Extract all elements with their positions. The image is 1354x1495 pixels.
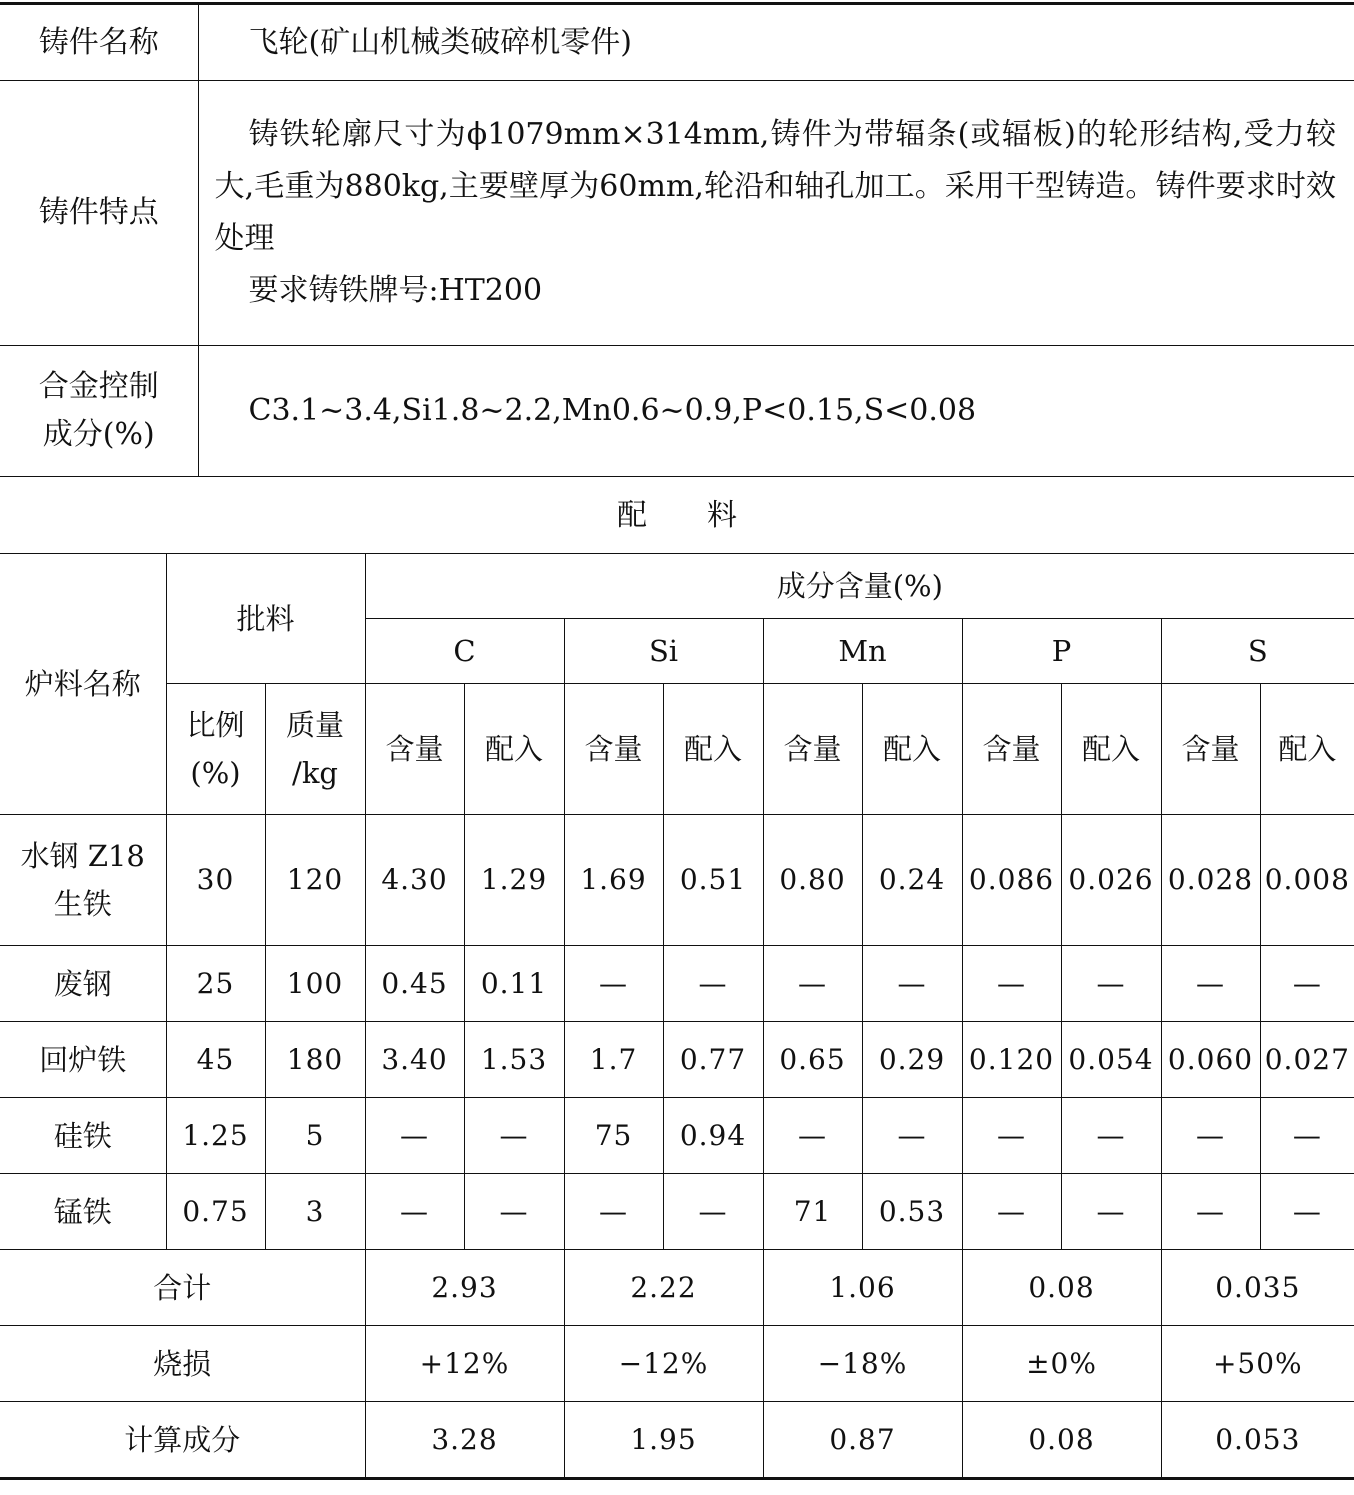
calculated-s: 0.053	[1161, 1402, 1354, 1479]
alloy-control-row	[0, 346, 1354, 477]
p-added-cell: —	[1061, 946, 1161, 1022]
ratio-cell: 45	[166, 1022, 265, 1098]
header-mass	[265, 684, 365, 815]
header-element-p: P	[962, 619, 1161, 684]
charge-name: 回炉铁	[0, 1022, 166, 1098]
burden-table	[0, 553, 1354, 1480]
p-content-cell: —	[962, 1098, 1061, 1174]
mass-cell: 120	[265, 815, 365, 946]
p-added-cell: 0.026	[1061, 815, 1161, 946]
c-content-cell: —	[365, 1174, 464, 1250]
header-added: 配入	[464, 684, 564, 815]
total-mn: 1.06	[763, 1250, 962, 1326]
s-content-cell: —	[1161, 1098, 1260, 1174]
calculated-row	[0, 1402, 1354, 1479]
casting-name-value: 飞轮(矿山机械类破碎机零件)	[248, 24, 632, 60]
header-element-c: C	[365, 619, 564, 684]
table-row	[0, 1174, 1354, 1250]
casting-features-text: 铸铁轮廓尺寸为ϕ1079mm×314mm,铸件为带辐条(或辐板)的轮形结构,受力较大,毛重为880kg,主要壁厚为60mm,轮沿和轴孔加工。采用干型铸造。铸件要求时效处理	[214, 117, 1336, 256]
si-content-cell: 1.7	[564, 1022, 663, 1098]
burn-loss-row	[0, 1326, 1354, 1402]
casting-name-row	[0, 4, 1354, 81]
charge-name	[0, 815, 166, 946]
si-added-cell: —	[663, 1174, 763, 1250]
mn-added-cell: 0.53	[862, 1174, 962, 1250]
s-content-cell: —	[1161, 1174, 1260, 1250]
table-row	[0, 1022, 1354, 1098]
ratio-cell: 30	[166, 815, 265, 946]
charge-name-line1: 水钢 Z18	[20, 839, 145, 873]
total-s: 0.035	[1161, 1250, 1354, 1326]
charge-name: 废钢	[0, 946, 166, 1022]
header-content: 含量	[962, 684, 1061, 815]
table-row	[0, 946, 1354, 1022]
alloy-control-value: C3.1~3.4,Si1.8~2.2,Mn0.6~0.9,P<0.15,S<0.08	[248, 393, 977, 428]
table-row	[0, 815, 1354, 946]
mass-cell: 180	[265, 1022, 365, 1098]
total-p: 0.08	[962, 1250, 1161, 1326]
c-content-cell: 4.30	[365, 815, 464, 946]
p-content-cell: 0.086	[962, 815, 1061, 946]
p-content-cell: 0.120	[962, 1022, 1061, 1098]
casting-grade-text: 要求铸铁牌号:HT200	[248, 273, 543, 308]
total-label: 合计	[0, 1250, 365, 1326]
s-content-cell: —	[1161, 946, 1260, 1022]
header-ratio-line2: (%)	[190, 756, 241, 790]
header-content: 含量	[564, 684, 663, 815]
c-added-cell: 1.29	[464, 815, 564, 946]
calculated-p: 0.08	[962, 1402, 1161, 1479]
header-ratio	[166, 684, 265, 815]
casting-info-table	[0, 2, 1354, 477]
calculated-c: 3.28	[365, 1402, 564, 1479]
section-title: 配料	[617, 498, 797, 533]
burn-loss-s: +50%	[1161, 1326, 1354, 1402]
burn-loss-mn: −18%	[763, 1326, 962, 1402]
si-added-cell: —	[663, 946, 763, 1022]
ratio-cell: 0.75	[166, 1174, 265, 1250]
header-content: 含量	[365, 684, 464, 815]
c-added-cell: —	[464, 1174, 564, 1250]
charge-name-line2: 生铁	[53, 887, 112, 921]
alloy-label-line2: 成分(%)	[42, 417, 155, 452]
mn-added-cell: —	[862, 946, 962, 1022]
total-row	[0, 1250, 1354, 1326]
alloy-label-line1: 合金控制	[38, 369, 159, 404]
mn-content-cell: 0.80	[763, 815, 862, 946]
charge-name: 硅铁	[0, 1098, 166, 1174]
header-charge-name: 炉料名称	[0, 554, 166, 815]
s-added-cell: —	[1260, 1098, 1354, 1174]
header-mass-line1: 质量	[286, 708, 345, 742]
c-content-cell: 3.40	[365, 1022, 464, 1098]
s-content-cell: 0.060	[1161, 1022, 1260, 1098]
header-added: 配入	[1260, 684, 1354, 815]
burn-loss-c: +12%	[365, 1326, 564, 1402]
p-content-cell: —	[962, 1174, 1061, 1250]
mn-content-cell: —	[763, 946, 862, 1022]
header-element-mn: Mn	[763, 619, 962, 684]
header-batch: 批料	[166, 554, 365, 684]
c-content-cell: —	[365, 1098, 464, 1174]
alloy-control-label	[0, 346, 198, 477]
c-added-cell: 0.11	[464, 946, 564, 1022]
calculated-label: 计算成分	[0, 1402, 365, 1479]
si-content-cell: —	[564, 946, 663, 1022]
mass-cell: 100	[265, 946, 365, 1022]
calculated-mn: 0.87	[763, 1402, 962, 1479]
s-added-cell: —	[1260, 946, 1354, 1022]
s-added-cell: 0.027	[1260, 1022, 1354, 1098]
si-content-cell: 75	[564, 1098, 663, 1174]
s-added-cell: 0.008	[1260, 815, 1354, 946]
header-added: 配入	[862, 684, 962, 815]
mn-added-cell: 0.29	[862, 1022, 962, 1098]
s-added-cell: —	[1260, 1174, 1354, 1250]
burn-loss-si: −12%	[564, 1326, 763, 1402]
p-added-cell: —	[1061, 1098, 1161, 1174]
si-added-cell: 0.77	[663, 1022, 763, 1098]
c-added-cell: 1.53	[464, 1022, 564, 1098]
header-added: 配入	[663, 684, 763, 815]
mn-content-cell: 0.65	[763, 1022, 862, 1098]
header-content: 含量	[1161, 684, 1260, 815]
casting-features-label: 铸件特点	[0, 81, 198, 346]
mn-content-cell: —	[763, 1098, 862, 1174]
header-element-s: S	[1161, 619, 1354, 684]
mn-added-cell: —	[862, 1098, 962, 1174]
total-si: 2.22	[564, 1250, 763, 1326]
c-content-cell: 0.45	[365, 946, 464, 1022]
header-mass-line2: /kg	[292, 756, 338, 790]
header-ratio-line1: 比例	[186, 708, 245, 742]
ratio-cell: 1.25	[166, 1098, 265, 1174]
casting-features-row	[0, 81, 1354, 346]
mass-cell: 5	[265, 1098, 365, 1174]
total-c: 2.93	[365, 1250, 564, 1326]
mn-added-cell: 0.24	[862, 815, 962, 946]
mass-cell: 3	[265, 1174, 365, 1250]
s-content-cell: 0.028	[1161, 815, 1260, 946]
charge-name: 锰铁	[0, 1174, 166, 1250]
header-composition: 成分含量(%)	[365, 554, 1354, 619]
c-added-cell: —	[464, 1098, 564, 1174]
burn-loss-p: ±0%	[962, 1326, 1161, 1402]
burn-loss-label: 烧损	[0, 1326, 365, 1402]
si-content-cell: —	[564, 1174, 663, 1250]
ratio-cell: 25	[166, 946, 265, 1022]
mn-content-cell: 71	[763, 1174, 862, 1250]
casting-name-label: 铸件名称	[0, 4, 198, 81]
header-added: 配入	[1061, 684, 1161, 815]
p-content-cell: —	[962, 946, 1061, 1022]
si-added-cell: 0.51	[663, 815, 763, 946]
si-content-cell: 1.69	[564, 815, 663, 946]
p-added-cell: —	[1061, 1174, 1161, 1250]
table-row	[0, 1098, 1354, 1174]
header-content: 含量	[763, 684, 862, 815]
calculated-si: 1.95	[564, 1402, 763, 1479]
si-added-cell: 0.94	[663, 1098, 763, 1174]
p-added-cell: 0.054	[1061, 1022, 1161, 1098]
header-element-si: Si	[564, 619, 763, 684]
